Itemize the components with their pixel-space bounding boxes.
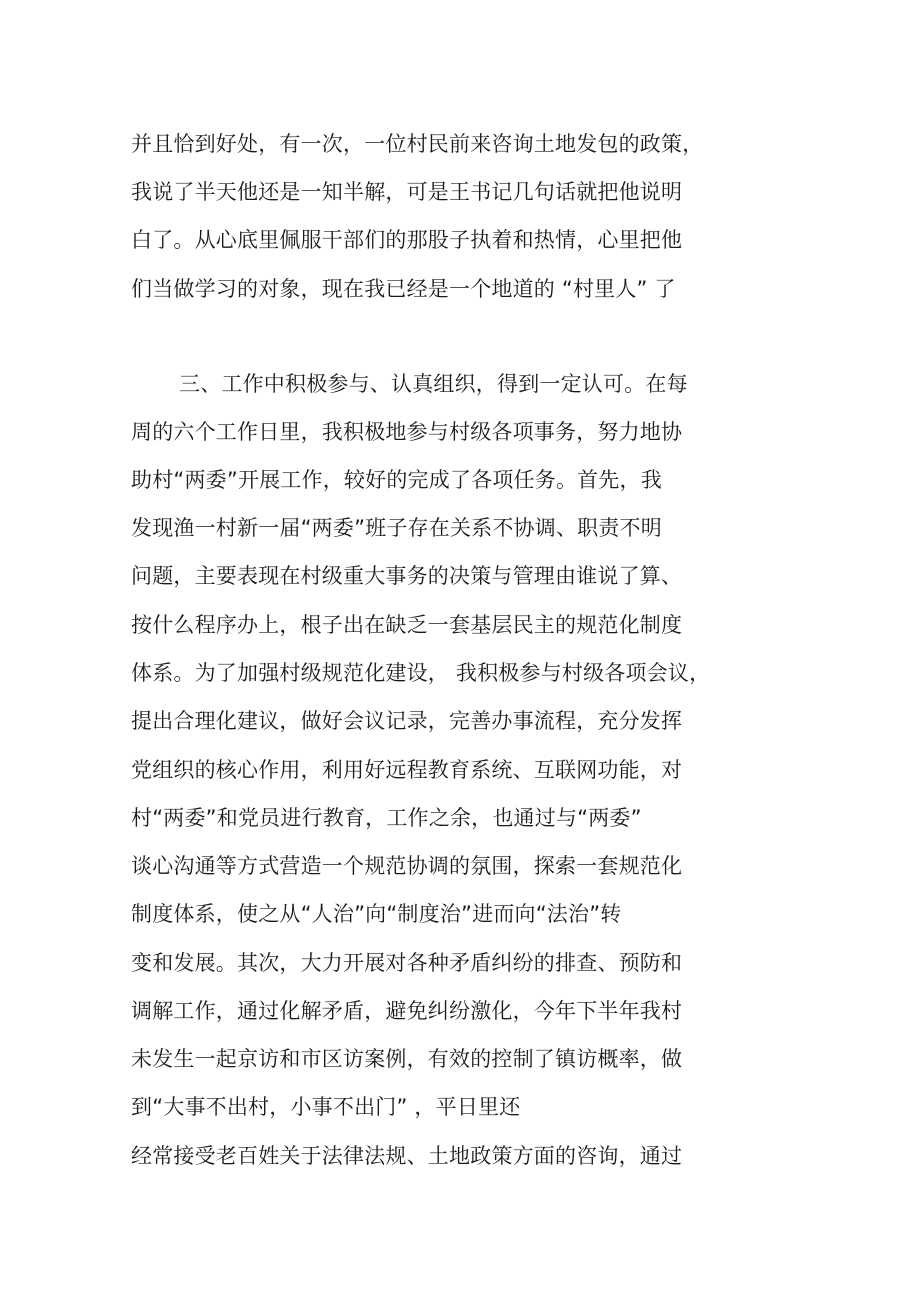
text-line: 经常接受老百姓关于法律法规、土地政策方面的咨询，通过 (131, 1144, 683, 1168)
text-line: 发现渔一村新一届“两委”班子存在关系不协调、职责不明 (131, 516, 662, 540)
text-line: 周的六个工作日里，我积极地参与村级各项事务，努力地协 (131, 420, 683, 444)
text-line: 党组织的核心作用，利用好远程教育系统、互联网功能，对 (131, 758, 683, 782)
text-line: 到“大事不出村，小事不出门” ，平日里还 (131, 1095, 521, 1119)
text-line: 体系。为了加强村级规范化建设， 我积极参与村级各项会议， (131, 661, 711, 685)
text-line: 谈心沟通等方式营造一个规范协调的氛围，探索一套规范化 (131, 854, 683, 878)
text-line: 按什么程序办上，根子出在缺乏一套基层民主的规范化制度 (131, 613, 683, 637)
section-heading-line: 三、工作中积极参与、认真组织，得到一定认可。在每 (179, 372, 688, 396)
text-line: 们当做学习的对象，现在我已经是一个地道的 “村里人” 了 (131, 277, 676, 301)
text-line: 未发生一起京访和市区访案例，有效的控制了镇访概率，做 (131, 1047, 683, 1071)
text-line: 问题，主要表现在村级重大事务的决策与管理由谁说了算、 (131, 564, 683, 588)
text-line: 助村“两委”开展工作，较好的完成了各项任务。首先，我 (131, 468, 662, 492)
text-line: 调解工作，通过化解矛盾，避免纠纷激化，今年下半年我村 (131, 999, 683, 1023)
text-line: 白了。从心底里佩服干部们的那股子执着和热情，心里把他 (131, 228, 683, 252)
text-line: 变和发展。其次，大力开展对各种矛盾纠纷的排查、预防和 (131, 951, 683, 975)
text-line: 村“两委”和党员进行教育，工作之余，也通过与“两委” (131, 806, 642, 830)
text-line: 我说了半天他还是一知半解，可是王书记几句话就把他说明 (131, 180, 683, 204)
text-line: 提出合理化建议，做好会议记录，完善办事流程，充分发挥 (131, 709, 683, 733)
text-line: 制度体系，使之从“人治”向“制度治”进而向“法治”转 (131, 902, 622, 926)
text-line: 并且恰到好处，有一次，一位村民前来咨询土地发包的政策， (131, 132, 704, 156)
